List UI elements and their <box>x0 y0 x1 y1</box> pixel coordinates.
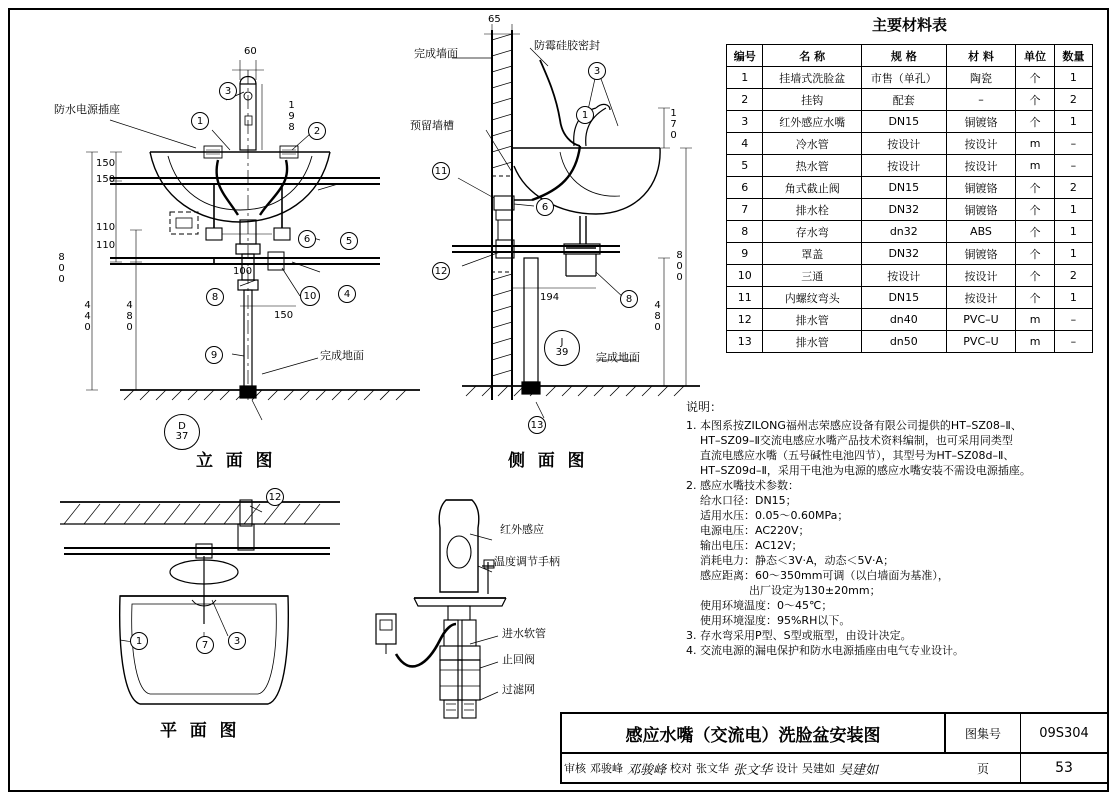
cell-name: 排水管 <box>763 331 862 353</box>
cell-unit: 个 <box>1016 67 1054 89</box>
material-table <box>726 44 1093 353</box>
cell-qty: – <box>1054 309 1092 331</box>
detail-bubble-side-top: J <box>560 337 564 348</box>
cell-material: 铜镀铬 <box>946 243 1016 265</box>
dim-side-170: 170 <box>668 108 679 141</box>
plan-label-temp-handle: 温度调节手柄 <box>494 555 560 568</box>
callout-plan-12: 12 <box>266 488 284 506</box>
note-line: HT–SZ09d–Ⅱ，采用干电池为电源的感应水嘴安装不需设电源插座。 <box>686 464 1031 477</box>
plan-view-title: 平 面 图 <box>160 721 241 740</box>
col-id: 编号 <box>727 45 763 67</box>
cell-name: 热水管 <box>763 155 862 177</box>
cell-spec: 按设计 <box>862 155 947 177</box>
callout-front-9: 9 <box>205 346 223 364</box>
cell-id: 13 <box>727 331 763 353</box>
col-name: 名 称 <box>763 45 862 67</box>
cell-name: 罩盖 <box>763 243 862 265</box>
cell-qty: 1 <box>1054 199 1092 221</box>
plan-label-check-valve: 止回阀 <box>502 653 535 666</box>
cell-id: 12 <box>727 309 763 331</box>
title-block-signature-row <box>562 754 946 782</box>
cell-material: 按设计 <box>946 133 1016 155</box>
cell-unit: 个 <box>1016 199 1054 221</box>
dim-front-150a: 150 <box>96 158 116 169</box>
sign-label-1: 校对 <box>670 762 693 775</box>
cell-unit: m <box>1016 155 1054 177</box>
cell-material: 按设计 <box>946 287 1016 309</box>
material-table-row <box>727 331 1093 353</box>
callout-side-3: 3 <box>588 62 606 80</box>
col-material: 材 料 <box>946 45 1016 67</box>
dim-front-60: 60 <box>244 46 257 57</box>
plan-label-filter: 过滤网 <box>502 683 535 696</box>
material-table-row <box>727 133 1093 155</box>
cell-spec: DN15 <box>862 287 947 309</box>
front-label-socket: 防水电源插座 <box>54 103 120 116</box>
cell-unit: m <box>1016 331 1054 353</box>
cell-name: 内螺纹弯头 <box>763 287 862 309</box>
material-table-row <box>727 199 1093 221</box>
detail-bubble-front-bottom: 37 <box>175 431 189 442</box>
cell-name: 挂墙式洗脸盆 <box>763 67 862 89</box>
callout-front-1: 1 <box>191 112 209 130</box>
cell-spec: 按设计 <box>862 133 947 155</box>
callout-plan-3: 3 <box>228 632 246 650</box>
title-block <box>560 712 1109 784</box>
callout-side-6: 6 <box>536 198 554 216</box>
cell-id: 4 <box>727 133 763 155</box>
side-label-recess: 预留墙槽 <box>410 119 454 132</box>
cell-unit: 个 <box>1016 243 1054 265</box>
cell-material: 按设计 <box>946 155 1016 177</box>
cell-id: 2 <box>727 89 763 111</box>
cell-spec: 按设计 <box>862 265 947 287</box>
material-table-row <box>727 265 1093 287</box>
col-qty: 数量 <box>1054 45 1092 67</box>
title-block-code-value: 09S304 <box>1021 714 1107 754</box>
cell-spec: DN15 <box>862 111 947 133</box>
material-table-row <box>727 89 1093 111</box>
cell-qty: 1 <box>1054 287 1092 309</box>
callout-plan-7: 7 <box>196 636 214 654</box>
cell-unit: 个 <box>1016 221 1054 243</box>
sign-sig-2: 吴建如 <box>839 762 879 778</box>
dim-front-480: 480 <box>124 300 135 333</box>
dim-side-480: 480 <box>652 300 663 333</box>
cell-material: PVC–U <box>946 331 1016 353</box>
cell-qty: – <box>1054 331 1092 353</box>
cell-name: 角式截止阀 <box>763 177 862 199</box>
plan-label-sensor: 红外感应 <box>500 523 544 536</box>
cell-spec: dn50 <box>862 331 947 353</box>
note-line: 使用环境温度：0～45℃； <box>686 599 833 612</box>
cell-qty: 2 <box>1054 177 1092 199</box>
material-table-row <box>727 221 1093 243</box>
callout-side-11: 11 <box>432 162 450 180</box>
sign-sig-0: 邓骏峰 <box>627 762 667 778</box>
material-table-title: 主要材料表 <box>871 16 947 34</box>
cell-material: 铜镀铬 <box>946 177 1016 199</box>
detail-bubble-side-bottom: 39 <box>555 347 569 358</box>
note-line: 消耗电力：静态＜3V·A，动态＜5V·A； <box>686 554 895 567</box>
dim-front-150c: 150 <box>274 310 294 321</box>
callout-side-12: 12 <box>432 262 450 280</box>
callout-front-2: 2 <box>308 122 326 140</box>
cell-material: ABS <box>946 221 1016 243</box>
note-line: 1. 本图系按ZILONG福州志荣感应设备有限公司提供的HT–SZ08–Ⅱ、 <box>686 419 1022 432</box>
sign-label-2: 设计 <box>776 762 799 775</box>
front-label-floor: 完成地面 <box>320 349 364 362</box>
cell-material: PVC–U <box>946 309 1016 331</box>
dim-front-110b: 110 <box>96 240 116 251</box>
note-line: 适用水压：0.05～0.60MPa； <box>686 509 849 522</box>
col-spec: 规 格 <box>862 45 947 67</box>
cell-spec: dn40 <box>862 309 947 331</box>
notes-block <box>686 418 1096 658</box>
material-table-row <box>727 111 1093 133</box>
callout-front-5: 5 <box>340 232 358 250</box>
cell-qty: 2 <box>1054 89 1092 111</box>
dim-side-194: 194 <box>540 292 560 303</box>
callout-front-4: 4 <box>338 285 356 303</box>
front-view-title: 立 面 图 <box>196 451 277 470</box>
material-table-row <box>727 309 1093 331</box>
side-label-wallfinish: 完成墙面 <box>414 47 458 60</box>
col-unit: 单位 <box>1016 45 1054 67</box>
cell-qty: 1 <box>1054 111 1092 133</box>
dim-front-800: 800 <box>56 252 67 285</box>
detail-bubble-front <box>164 414 200 450</box>
cell-material: 陶瓷 <box>946 67 1016 89</box>
detail-bubble-front-top: D <box>178 421 186 432</box>
dim-front-440: 440 <box>82 300 93 333</box>
dim-front-100: 100 <box>233 266 253 277</box>
cell-spec: DN32 <box>862 243 947 265</box>
cell-name: 排水管 <box>763 309 862 331</box>
cell-id: 6 <box>727 177 763 199</box>
cell-id: 11 <box>727 287 763 309</box>
cell-id: 10 <box>727 265 763 287</box>
callout-front-10: 10 <box>300 286 320 306</box>
note-line: 出厂设定为130±20mm； <box>686 584 881 597</box>
title-block-page-label: 页 <box>946 754 1021 782</box>
cell-unit: 个 <box>1016 265 1054 287</box>
callout-side-1: 1 <box>576 106 594 124</box>
cell-name: 红外感应水嘴 <box>763 111 862 133</box>
title-block-main-title: 感应水嘴（交流电）洗脸盆安装图 <box>562 714 946 754</box>
cell-name: 排水栓 <box>763 199 862 221</box>
cell-material: 铜镀铬 <box>946 199 1016 221</box>
cell-name: 挂钩 <box>763 89 862 111</box>
note-line: 2. 感应水嘴技术参数： <box>686 479 799 492</box>
callout-front-8: 8 <box>206 288 224 306</box>
cell-id: 3 <box>727 111 763 133</box>
dim-front-110a: 110 <box>96 222 116 233</box>
callout-side-8: 8 <box>620 290 638 308</box>
cell-unit: 个 <box>1016 177 1054 199</box>
cell-id: 1 <box>727 67 763 89</box>
note-line: 使用环境湿度：95%RH以下。 <box>686 614 851 627</box>
cell-spec: DN32 <box>862 199 947 221</box>
cell-qty: – <box>1054 155 1092 177</box>
cell-name: 冷水管 <box>763 133 862 155</box>
note-line: 3. 存水弯采用P型、S型或瓶型，由设计决定。 <box>686 629 912 642</box>
cell-unit: 个 <box>1016 287 1054 309</box>
callout-front-3: 3 <box>219 82 237 100</box>
cell-material: 铜镀铬 <box>946 111 1016 133</box>
material-table-row <box>727 67 1093 89</box>
note-line: 电源电压：AC220V； <box>686 524 810 537</box>
material-table-row <box>727 155 1093 177</box>
side-label-sealant: 防霉硅胶密封 <box>534 39 600 52</box>
cell-spec: 配套 <box>862 89 947 111</box>
dim-front-198: 198 <box>286 100 297 133</box>
dim-side-800: 800 <box>674 250 685 283</box>
notes-heading: 说明： <box>686 400 723 414</box>
dim-side-65: 65 <box>488 14 501 25</box>
plan-label-inlet-hose: 进水软管 <box>502 627 546 640</box>
cell-qty: 1 <box>1054 67 1092 89</box>
cell-material: – <box>946 89 1016 111</box>
material-table-row <box>727 177 1093 199</box>
cell-name: 存水弯 <box>763 221 862 243</box>
cell-unit: m <box>1016 309 1054 331</box>
cell-spec: 市售（单孔） <box>862 67 947 89</box>
cell-qty: 2 <box>1054 265 1092 287</box>
cell-qty: 1 <box>1054 221 1092 243</box>
title-block-page-value: 53 <box>1055 760 1073 776</box>
note-line: 输出电压：AC12V； <box>686 539 803 552</box>
sign-name-1: 张文华 <box>696 762 730 775</box>
callout-side-13: 13 <box>528 416 546 434</box>
note-line: 感应距离：60～350mm可调（以白墙面为基准）， <box>686 569 949 582</box>
note-line: 给水口径：DN15； <box>686 494 797 507</box>
callout-plan-1: 1 <box>130 632 148 650</box>
cell-material: 按设计 <box>946 265 1016 287</box>
note-line: HT–SZ09–Ⅱ交流电感应水嘴产品技术资料编制，也可采用同类型 <box>686 434 1013 447</box>
cell-spec: DN15 <box>862 177 947 199</box>
cell-qty: – <box>1054 133 1092 155</box>
sign-label-0: 审核 <box>564 762 586 775</box>
sign-sig-1: 张文华 <box>733 762 773 778</box>
detail-bubble-side <box>544 330 580 366</box>
material-table-header-row <box>727 45 1093 67</box>
material-table-row <box>727 243 1093 265</box>
cell-unit: 个 <box>1016 89 1054 111</box>
cell-spec: dn32 <box>862 221 947 243</box>
cell-id: 7 <box>727 199 763 221</box>
note-line: 4. 交流电源的漏电保护和防水电源插座由电气专业设计。 <box>686 644 964 657</box>
cell-unit: 个 <box>1016 111 1054 133</box>
cell-unit: m <box>1016 133 1054 155</box>
callout-front-6: 6 <box>298 230 316 248</box>
material-table-row <box>727 287 1093 309</box>
sign-name-2: 吴建如 <box>802 762 836 775</box>
sign-name-0: 邓骏峰 <box>590 762 623 775</box>
note-line: 直流电感应水嘴（五号碱性电池四节），其型号为HT–SZ08d–Ⅱ、 <box>686 449 1015 462</box>
side-view-title: 侧 面 图 <box>508 451 589 470</box>
side-label-floor: 完成地面 <box>596 351 640 364</box>
cell-qty: 1 <box>1054 243 1092 265</box>
cell-id: 9 <box>727 243 763 265</box>
cell-id: 5 <box>727 155 763 177</box>
cell-name: 三通 <box>763 265 862 287</box>
title-block-code-label: 图集号 <box>946 714 1021 754</box>
dim-front-150b: 150 <box>96 174 116 185</box>
cell-id: 8 <box>727 221 763 243</box>
